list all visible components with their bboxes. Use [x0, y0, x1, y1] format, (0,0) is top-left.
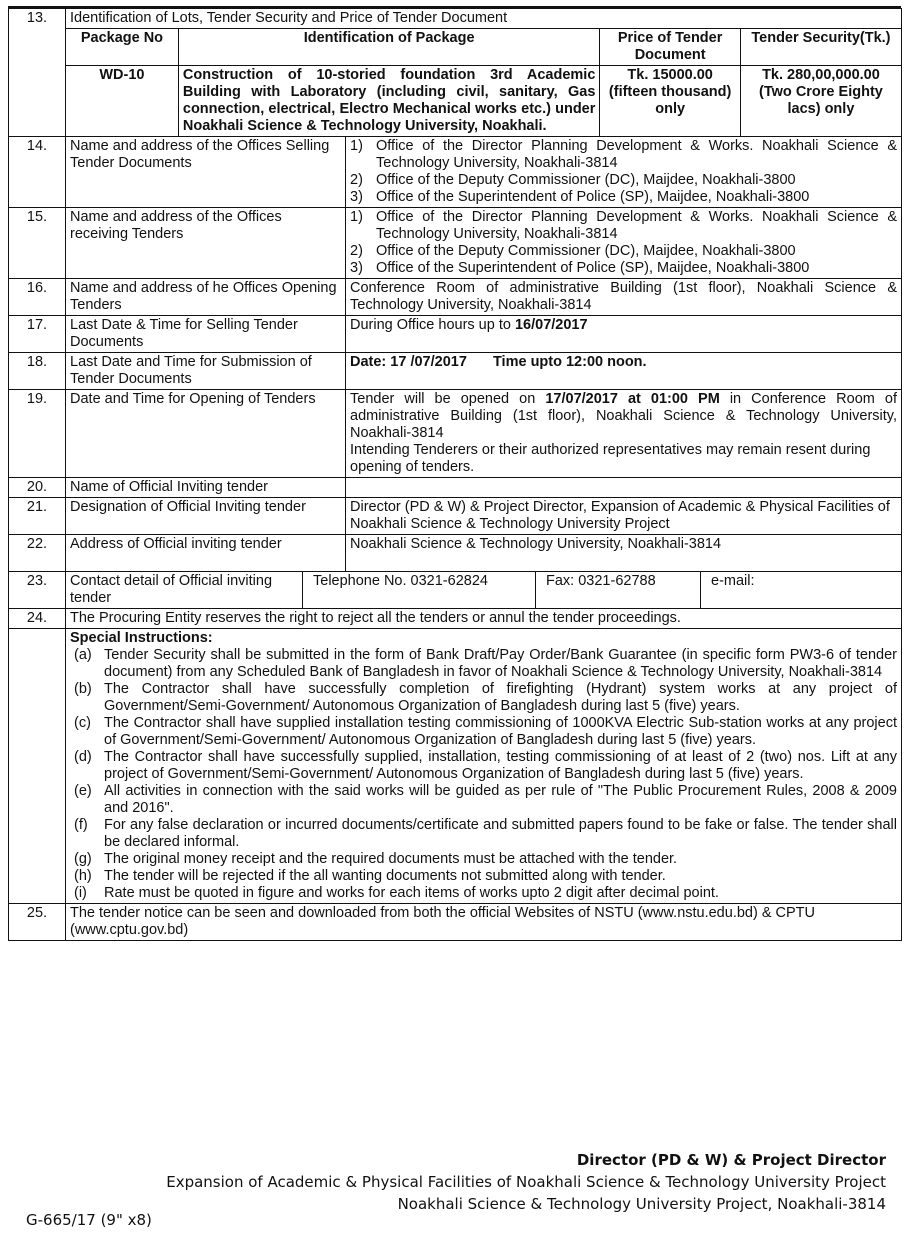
row-number: 15. [9, 208, 66, 279]
submission-time: Time upto 12:00 noon. [492, 354, 647, 370]
instruction-key: (a) [74, 647, 92, 663]
row-number: 14. [9, 137, 66, 208]
row-24 [9, 609, 902, 629]
row-17 [9, 316, 902, 353]
row-20 [9, 478, 902, 498]
instruction-text: The Contractor shall have supplied installation testing commissioning of 1000KVA Electric Sub-station works at any project of Government/Semi-Government/ Autonomous Organization of Bangladesh during last 5 (five) years. [104, 715, 897, 748]
item-number: 1) [350, 209, 363, 225]
row-number: 17. [9, 316, 66, 353]
instruction-item [70, 817, 897, 851]
selling-hours-text: During Office hours up to [350, 317, 511, 333]
instruction-text: Tender Security shall be submitted in the form of Bank Draft/Pay Order/Bank Guarantee (in specific form PW3-6 of tender document) from any Scheduled Bank of Bangladesh in favor of Noakhali Science & Technology University, Noakhali-3814 [104, 647, 897, 680]
tender-table [8, 8, 902, 941]
row-label: Name of Official Inviting tender [66, 478, 346, 498]
row-value: The tender notice can be seen and downloaded from both the official Websites of NSTU (www.nstu.edu.bd) & CPTU (www.cptu.gov.bd) [66, 904, 902, 941]
list-item [350, 260, 897, 277]
column-header: Tender Security(Tk.) [740, 29, 901, 66]
row-number: 24. [9, 609, 66, 629]
row-value [346, 316, 902, 353]
item-number: 1) [350, 138, 363, 154]
row-22 [9, 535, 902, 572]
notice-reference: G-665/17 (9" x8) [26, 1211, 152, 1229]
email: e-mail: [700, 572, 901, 608]
row-value [346, 353, 902, 390]
instruction-item [70, 868, 897, 885]
office-list [350, 209, 897, 277]
row-label: Designation of Official Inviting tender [66, 498, 346, 535]
instruction-text: For any false declaration or incurred documents/certificate and submitted papers found to be fake or false. The tender shall be declared informal. [104, 817, 897, 850]
column-header: Identification of Package [178, 29, 600, 66]
lots-data-row [66, 66, 901, 137]
list-item [350, 189, 897, 206]
list-item [350, 243, 897, 260]
row-value [346, 208, 902, 279]
row-15 [9, 208, 902, 279]
instruction-key: (d) [74, 749, 92, 765]
row-value [346, 137, 902, 208]
telephone: Telephone No. 0321-62824 [302, 572, 535, 608]
lots-table [66, 28, 901, 136]
instruction-key: (e) [74, 783, 92, 799]
list-item [350, 209, 897, 243]
row-number: 18. [9, 353, 66, 390]
row-value: Director (PD & W) & Project Director, Expansion of Academic & Physical Facilities of Noakhali Science & Technology University Project [346, 498, 902, 535]
instruction-key: (f) [74, 817, 88, 833]
row-number: 23. [9, 572, 66, 609]
row-25 [9, 904, 902, 941]
submission-date: Date: 17 /07/2017 [350, 354, 467, 370]
contact-detail-row [66, 572, 901, 608]
row-21 [9, 498, 902, 535]
row-value: The Procuring Entity reserves the right to reject all the tenders or annul the tender proceedings. [66, 609, 902, 629]
instruction-item [70, 851, 897, 868]
instruction-text: All activities in connection with the said works will be guided as per rule of "The Public Procurement Rules, 2008 & 2009 and 2016". [104, 783, 897, 816]
instruction-text: The Contractor shall have successfully supplied, installation, testing commissioning of at least of 2 (two) nos. Lift at any project of Government/Semi-Government/ Autonomous Organization of Bangladesh during last 5 (five) years. [104, 749, 897, 782]
tender-table-container [8, 6, 901, 941]
instruction-text: Rate must be quoted in figure and works for each items of works upto 2 digit after decimal point. [104, 885, 719, 901]
item-number: 2) [350, 172, 363, 188]
item-number: 3) [350, 189, 363, 205]
item-text: Office of the Superintendent of Police (SP), Maijdee, Noakhali-3800 [376, 189, 810, 205]
package-no: WD-10 [66, 66, 178, 137]
row-value: Conference Room of administrative Building (1st floor), Noakhali Science & Technology University, Noakhali-3814 [346, 279, 902, 316]
row-label: Last Date & Time for Selling Tender Documents [66, 316, 346, 353]
row-16 [9, 279, 902, 316]
instruction-item [70, 715, 897, 749]
row-label: Name and address of the Offices Selling Tender Documents [66, 137, 346, 208]
row-number: 16. [9, 279, 66, 316]
row-label: Date and Time for Opening of Tenders [66, 390, 346, 478]
row-label: Address of Official inviting tender [66, 535, 346, 572]
instruction-key: (i) [74, 885, 87, 901]
instruction-item [70, 783, 897, 817]
instruction-key: (g) [74, 851, 92, 867]
row-special-instructions [9, 629, 902, 904]
row-number: 19. [9, 390, 66, 478]
row-label: Name and address of he Offices Opening Tenders [66, 279, 346, 316]
instruction-text: The tender will be rejected if the all wanting documents not submitted along with tender. [104, 868, 666, 884]
opening-details [350, 391, 897, 442]
tender-security: Tk. 280,00,000.00 (Two Crore Eighty lacs) only [740, 66, 901, 137]
item-number: 2) [350, 243, 363, 259]
list-item [350, 138, 897, 172]
list-item [350, 172, 897, 189]
row-value: Noakhali Science & Technology University, Noakhali-3814 [346, 535, 902, 572]
special-instructions [66, 629, 902, 904]
instruction-key: (c) [74, 715, 91, 731]
row-number: 13. [9, 9, 66, 137]
row-23 [9, 572, 902, 609]
row-label: Last Date and Time for Submission of Tender Documents [66, 353, 346, 390]
item-text: Office of the Deputy Commissioner (DC), Maijdee, Noakhali-3800 [376, 172, 796, 188]
instruction-item [70, 681, 897, 715]
row-number: 25. [9, 904, 66, 941]
package-identification: Construction of 10-storied foundation 3rd Academic Building with Laboratory (including civil, sanitary, Gas connection, electrical, Electro Mechanical works etc.) under Noakhali Science & Technology University, Noakhali. [178, 66, 600, 137]
item-text: Office of the Director Planning Development & Works. Noakhali Science & Technology University, Noakhali-3814 [376, 209, 897, 242]
instruction-item [70, 749, 897, 783]
instruction-text: The original money receipt and the required documents must be attached with the tender. [104, 851, 678, 867]
opening-datetime: 17/07/2017 at 01:00 PM [545, 391, 720, 407]
row-value [346, 390, 902, 478]
row-13 [9, 9, 902, 137]
lots-header-row [66, 29, 901, 66]
column-header: Price of Tender Document [600, 29, 741, 66]
opening-location: in Conference Room of administrative Building (1st floor), Noakhali Science & Technology University, Noakhali-3814 [350, 391, 897, 441]
special-instructions-title: Special Instructions: [70, 630, 213, 646]
row-number: 21. [9, 498, 66, 535]
fax: Fax: 0321-62788 [535, 572, 700, 608]
item-text: Office of the Superintendent of Police (SP), Maijdee, Noakhali-3800 [376, 260, 810, 276]
selling-last-date: 16/07/2017 [514, 317, 588, 333]
item-number: 3) [350, 260, 363, 276]
tender-document-price: Tk. 15000.00 (fifteen thousand) only [600, 66, 741, 137]
opening-note: Intending Tenderers or their authorized representatives may remain resent during opening of tenders. [350, 442, 871, 475]
signatory-address: Noakhali Science & Technology University Project, Noakhali-3814 [397, 1195, 886, 1213]
row-18 [9, 353, 902, 390]
signatory-title: Director (PD & W) & Project Director [576, 1151, 886, 1169]
row-number: 22. [9, 535, 66, 572]
row-number: 20. [9, 478, 66, 498]
row-label: Identification of Lots, Tender Security and Price of Tender Document [70, 10, 508, 26]
office-list [350, 138, 897, 206]
instruction-item [70, 647, 897, 681]
row-14 [9, 137, 902, 208]
item-text: Office of the Director Planning Development & Works. Noakhali Science & Technology University, Noakhali-3814 [376, 138, 897, 171]
instruction-key: (b) [74, 681, 92, 697]
instruction-key: (h) [74, 868, 92, 884]
row-label: Contact detail of Official inviting tender [70, 573, 273, 606]
opening-text: Tender will be opened on [350, 391, 536, 407]
item-text: Office of the Deputy Commissioner (DC), Maijdee, Noakhali-3800 [376, 243, 796, 259]
row-label: Name and address of the Offices receiving Tenders [66, 208, 346, 279]
row-19 [9, 390, 902, 478]
column-header: Package No [66, 29, 178, 66]
instruction-item [70, 885, 897, 902]
row-value [346, 478, 902, 498]
signatory-project: Expansion of Academic & Physical Facilities of Noakhali Science & Technology University Project [166, 1173, 886, 1191]
instruction-text: The Contractor shall have successfully completion of firefighting (Hydrant) system works at any project of Government/Semi-Government/ Autonomous Organization of Bangladesh during last 5 (five) years. [104, 681, 897, 714]
